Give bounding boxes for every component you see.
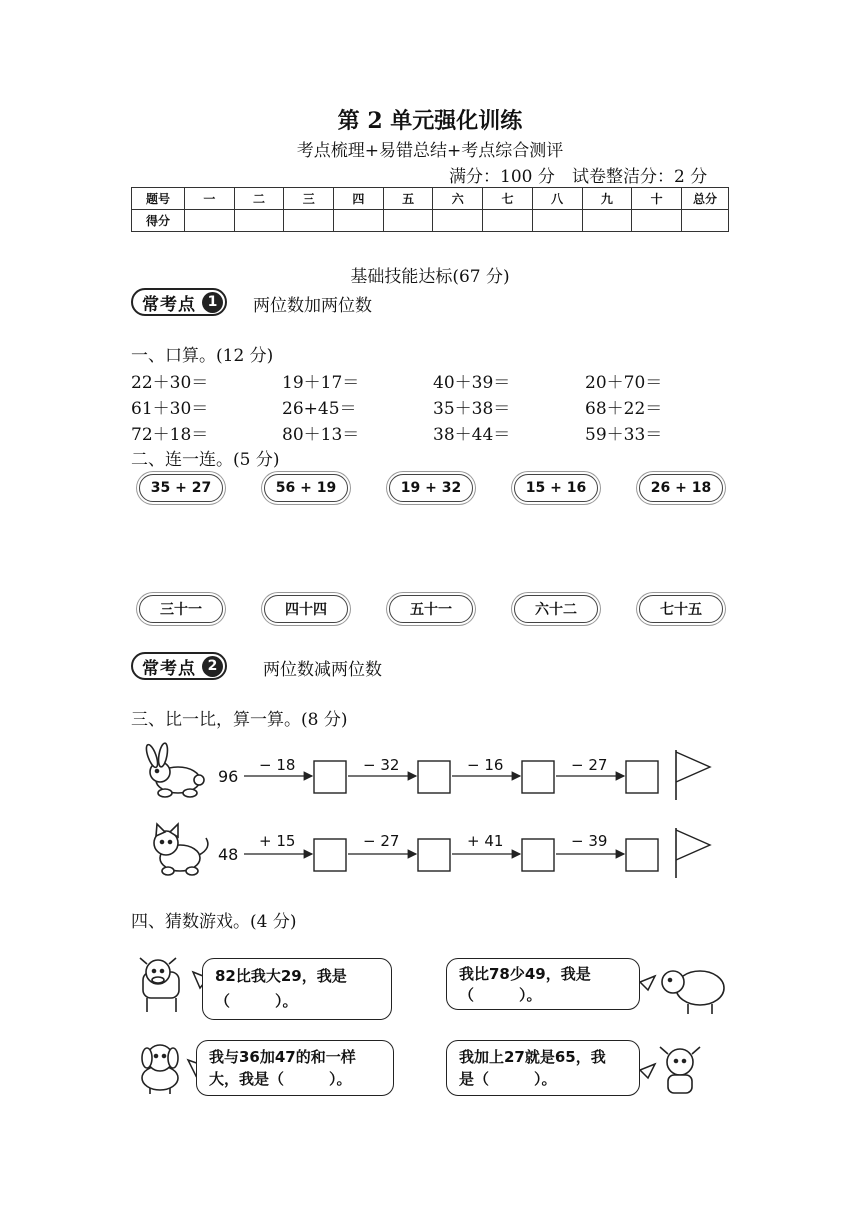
table-cell: 九 <box>582 188 632 210</box>
table-cell: 二 <box>234 188 284 210</box>
bubble-tail <box>640 976 655 990</box>
bubble-text: 82比我大29，我是 <box>215 967 347 985</box>
match-expression-cloud[interactable]: 26 + 18 <box>639 474 723 502</box>
page-title: 第 2 单元强化训练 <box>337 108 523 134</box>
calc-item: 61＋30＝ <box>131 399 209 419</box>
calc-item: 22＋30＝ <box>131 373 209 393</box>
table-cell: 五 <box>383 188 433 210</box>
speech-bubble <box>446 958 640 1010</box>
chain-operation: − 18 <box>259 756 296 774</box>
chain-operation: − 27 <box>363 832 400 850</box>
calc-item: 38＋44＝ <box>433 425 511 445</box>
calc-item: 72＋18＝ <box>131 425 209 445</box>
bubble-answer[interactable]: （ ）。 <box>215 992 298 1010</box>
bubble-answer[interactable]: 是（ ）。 <box>459 1070 557 1088</box>
question-1-title: 一、口算。(12 分) <box>131 346 274 366</box>
key-point-label-2: 两位数减两位数 <box>263 660 382 680</box>
chain-operation: − 16 <box>467 756 504 774</box>
question-2-title: 二、连一连。(5 分) <box>131 450 280 470</box>
match-expression-cloud[interactable]: 19 + 32 <box>389 474 473 502</box>
calc-item: 80＋13＝ <box>282 425 360 445</box>
table-cell: 七 <box>483 188 533 210</box>
speech-bubble <box>196 1040 394 1096</box>
calc-item: 20＋70＝ <box>585 373 663 393</box>
chain-operation: + 41 <box>467 832 504 850</box>
chain-start-number: 96 <box>218 767 239 786</box>
table-cell: 总分 <box>682 188 729 210</box>
badge-text: 常考点 <box>142 658 196 679</box>
table-cell: 十 <box>632 188 682 210</box>
neat-score: 试卷整洁分：2 分 <box>572 167 708 187</box>
bubble-text: 我比78少49，我是 <box>459 965 591 983</box>
key-point-label-1: 两位数加两位数 <box>253 296 372 316</box>
table-cell: 四 <box>334 188 384 210</box>
speech-bubble <box>202 958 392 1020</box>
page-subtitle: 考点梳理+易错总结+考点综合测评 <box>296 141 564 161</box>
chain-operation: + 15 <box>259 832 296 850</box>
badge-number: 2 <box>202 656 223 677</box>
match-answer-cloud[interactable]: 三十一 <box>139 595 223 623</box>
match-expression-cloud[interactable]: 35 + 27 <box>139 474 223 502</box>
table-cell: 八 <box>532 188 582 210</box>
table-cell: 三 <box>284 188 334 210</box>
bubble-text: 我加上27就是65，我 <box>459 1048 606 1066</box>
calc-item: 19＋17＝ <box>282 373 360 393</box>
section-title: 基础技能达标(67 分) <box>350 267 510 287</box>
bubble-text: 我与36加47的和一样 <box>209 1048 356 1066</box>
question-4-title: 四、猜数游戏。(4 分) <box>131 912 297 932</box>
sheep-icon <box>662 971 724 1014</box>
match-answer-cloud[interactable]: 六十二 <box>514 595 598 623</box>
calc-item: 26+45＝ <box>282 399 357 419</box>
question-3-title: 三、比一比，算一算。(8 分) <box>131 710 348 730</box>
bubble-tail <box>640 1064 655 1078</box>
speech-bubble <box>446 1040 640 1096</box>
table-cell: 得分 <box>132 210 185 232</box>
table-cell: 六 <box>433 188 483 210</box>
dog-icon <box>142 1045 178 1094</box>
match-expression-cloud[interactable]: 56 + 19 <box>264 474 348 502</box>
chain-operation: − 32 <box>363 756 400 774</box>
calc-item: 59＋33＝ <box>585 425 663 445</box>
bubble-answer[interactable]: 大，我是（ ）。 <box>209 1070 352 1088</box>
chain-operation: − 39 <box>571 832 608 850</box>
badge-text: 常考点 <box>142 294 196 315</box>
table-cell: 一 <box>185 188 235 210</box>
chain-operation: − 27 <box>571 756 608 774</box>
calc-item: 68＋22＝ <box>585 399 663 419</box>
full-score: 满分：100 分 <box>449 167 555 187</box>
chain-start-number: 48 <box>218 845 239 864</box>
match-answer-cloud[interactable]: 四十四 <box>264 595 348 623</box>
bubble-answer[interactable]: （ ）。 <box>459 986 542 1004</box>
badge-number: 1 <box>202 292 223 313</box>
calc-item: 35＋38＝ <box>433 399 511 419</box>
cow-icon <box>140 958 179 1012</box>
calf-icon <box>660 1047 700 1093</box>
match-expression-cloud[interactable]: 15 + 16 <box>514 474 598 502</box>
match-answer-cloud[interactable]: 五十一 <box>389 595 473 623</box>
calc-item: 40＋39＝ <box>433 373 511 393</box>
match-answer-cloud[interactable]: 七十五 <box>639 595 723 623</box>
table-cell: 题号 <box>132 188 185 210</box>
